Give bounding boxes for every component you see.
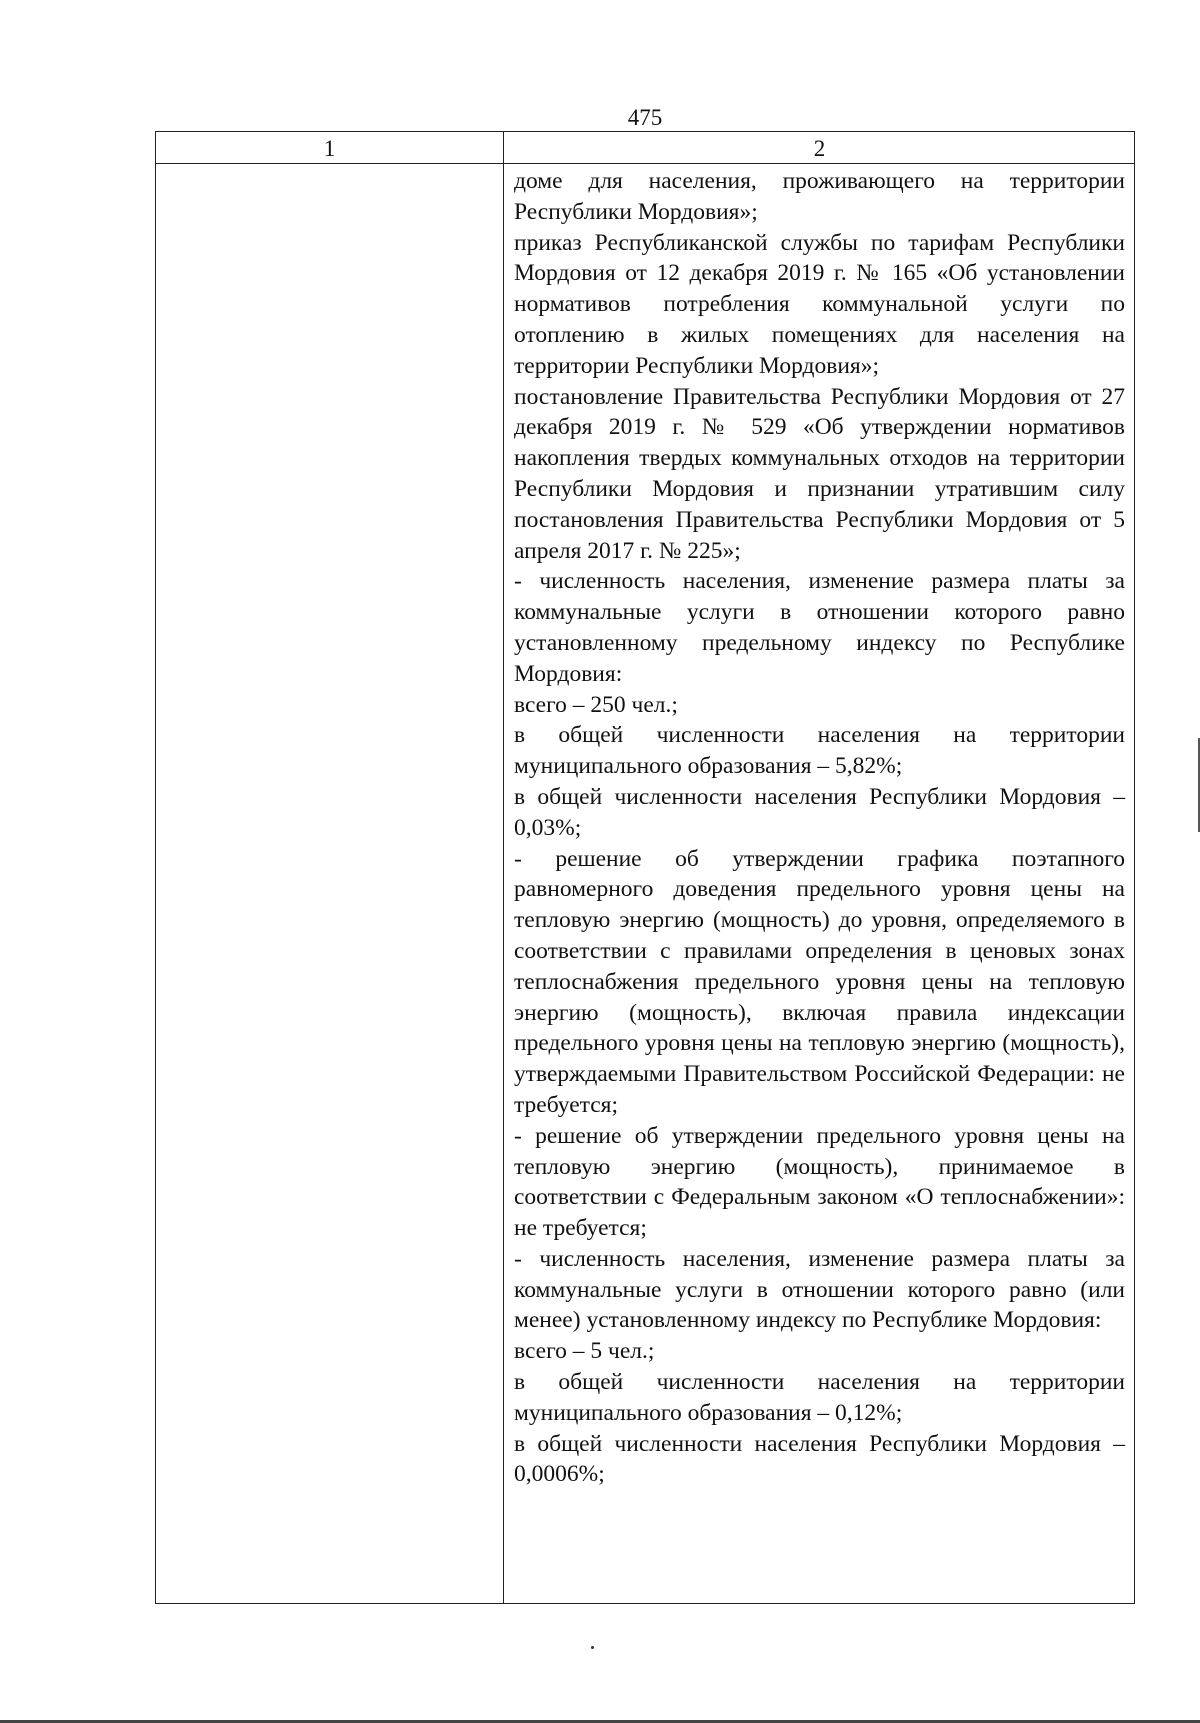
- paragraph: в общей численности населения Республики Мордовия – 0,0006%;: [514, 1430, 1125, 1488]
- column-divider: [503, 132, 504, 1603]
- page-number: 475: [627, 105, 663, 130]
- paragraph: - решение об утверждении предельного уровня цены на тепловую энергию (мощность), принимаемое в соответствии с Федеральным законом «О теплоснабжении»: не требуется;: [514, 1122, 1125, 1242]
- paragraph: в общей численности населения Республики Мордовия – 0,03%;: [514, 783, 1125, 841]
- paragraph: постановление Правительства Республики Мордовия от 27 декабря 2019 г. № 529 «Об утверждении нормативов накопления твердых коммунальных отходов на территории Республики Мордовия и признании утратившим силу постановления Правительства Республики Мордовия от 5 апреля 2017 г. № 225»;: [514, 383, 1125, 564]
- table-header-column-1: 1: [323, 136, 336, 161]
- paragraph: в общей численности населения на территории муниципального образования – 0,12%;: [514, 1369, 1125, 1426]
- paragraph: всего – 250 чел.;: [514, 691, 678, 718]
- paragraph: приказ Республиканской службы по тарифам Республики Мордовия от 12 декабря 2019 г. № 165 «Об установлении нормативов потребления коммунальной услуги по отоплению в жилых помещениях для населения на территории Республики Мордовия»;: [514, 229, 1125, 379]
- document-table: [155, 131, 1135, 1604]
- column-2-content: [514, 166, 1125, 1490]
- paragraph: в общей численности населения на территории муниципального образования – 5,82%;: [514, 722, 1125, 780]
- scan-speck: [591, 1646, 594, 1649]
- paragraph: всего – 5 чел.;: [514, 1338, 655, 1365]
- paragraph: - решение об утверждении графика поэтапного равномерного доведения предельного уровня цены на тепловую энергию (мощность) до уровня, определяемого в соответствии с правилами определения в ценовых зонах теплоснабжения предельного уровня цены на тепловую энергию (мощность), включая правила индексации предельного уровня цены на тепловую энергию (мощность), утверждаемыми Правительством Российской Федерации: не требуется;: [514, 845, 1125, 1118]
- paragraph: доме для населения, проживающего на территории Республики Мордовия»;: [514, 168, 1125, 225]
- table-header-column-2: 2: [813, 136, 826, 161]
- paragraph: - численность населения, изменение размера платы за коммунальные услуги в отношении которого равно установленному предельному индексу по Республике Мордовия:: [514, 568, 1125, 687]
- paragraph: - численность населения, изменение размера платы за коммунальные услуги в отношении которого равно (или менее) установленному индексу по Республике Мордовия:: [514, 1245, 1125, 1334]
- header-divider: [156, 163, 1134, 164]
